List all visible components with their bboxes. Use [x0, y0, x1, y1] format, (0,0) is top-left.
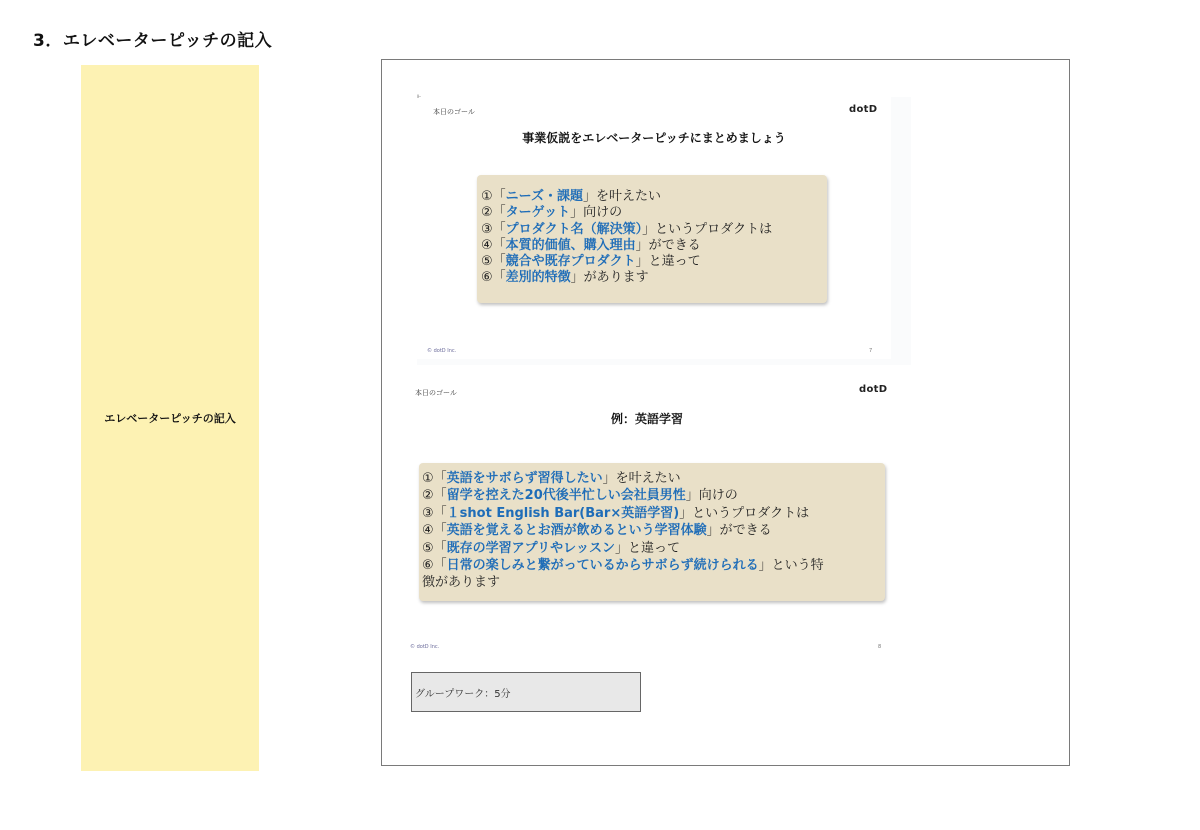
slide-footer-copyright: © dotD Inc.: [410, 644, 440, 650]
pitch-line: ⑤「競合や既存プロダクト」と違って: [481, 254, 701, 270]
left-label-panel: [81, 65, 259, 771]
slide-footer-copyright: © dotD Inc.: [427, 348, 457, 354]
pitch-line: ③「１shot English Bar(Bar×英語学習)」というプロダクトは: [422, 505, 810, 521]
section-title: 3．エレベーターピッチの記入: [33, 31, 273, 51]
elevator-pitch-example: [419, 463, 885, 601]
pitch-line: ①「英語をサボらず習得したい」を叶えたい: [422, 471, 681, 486]
slide-breadcrumb: 本日のゴール: [415, 389, 457, 397]
slide-heading: 事業仮説をエレベーターピッチにまとめましょう: [522, 131, 786, 145]
pitch-line: ⑤「既存の学習アプリやレッスン」と違って: [422, 540, 681, 556]
pitch-line: ③「プロダクト名（解決策）」というプロダクトは: [481, 221, 773, 237]
dotd-logo: dotD: [849, 104, 878, 115]
slide-example-english: [407, 378, 887, 660]
left-label: エレベーターピッチの記入: [104, 412, 236, 425]
pitch-line: ④「英語を覚えるとお酒が飲めるという学習体験」ができる: [422, 523, 772, 539]
pitch-line: ④「本質的価値、購入理由」ができる: [481, 237, 701, 253]
pitch-line: ②「ターゲット」向けの: [481, 205, 623, 221]
elevator-pitch-template: [477, 175, 827, 303]
slide-breadcrumb: 本日のゴール: [433, 108, 475, 116]
slide-heading: 例：英語学習: [610, 412, 683, 426]
pitch-line: ①「ニーズ・課題」を叶えたい: [481, 189, 662, 204]
pitch-line-continuation: 徴があります: [422, 575, 501, 591]
groupwork-timer-box: [411, 672, 641, 712]
pitch-line: ⑥「日常の楽しみと繋がっているからサボらず続けられる」という特: [422, 558, 824, 574]
header-scribble: ⊩: [417, 94, 422, 100]
slides-frame: [381, 59, 1070, 766]
slide-page-number: 7: [869, 348, 873, 354]
pitch-line: ⑥「差別的特徴」があります: [481, 270, 649, 286]
slide-page-number: 8: [878, 644, 882, 650]
pitch-line: ②「留学を控えた20代後半忙しい会社員男性」向けの: [422, 488, 738, 504]
slide-goal-template: [417, 94, 911, 365]
groupwork-label: グループワーク：5分: [415, 688, 511, 700]
dotd-logo: dotD: [859, 384, 888, 395]
